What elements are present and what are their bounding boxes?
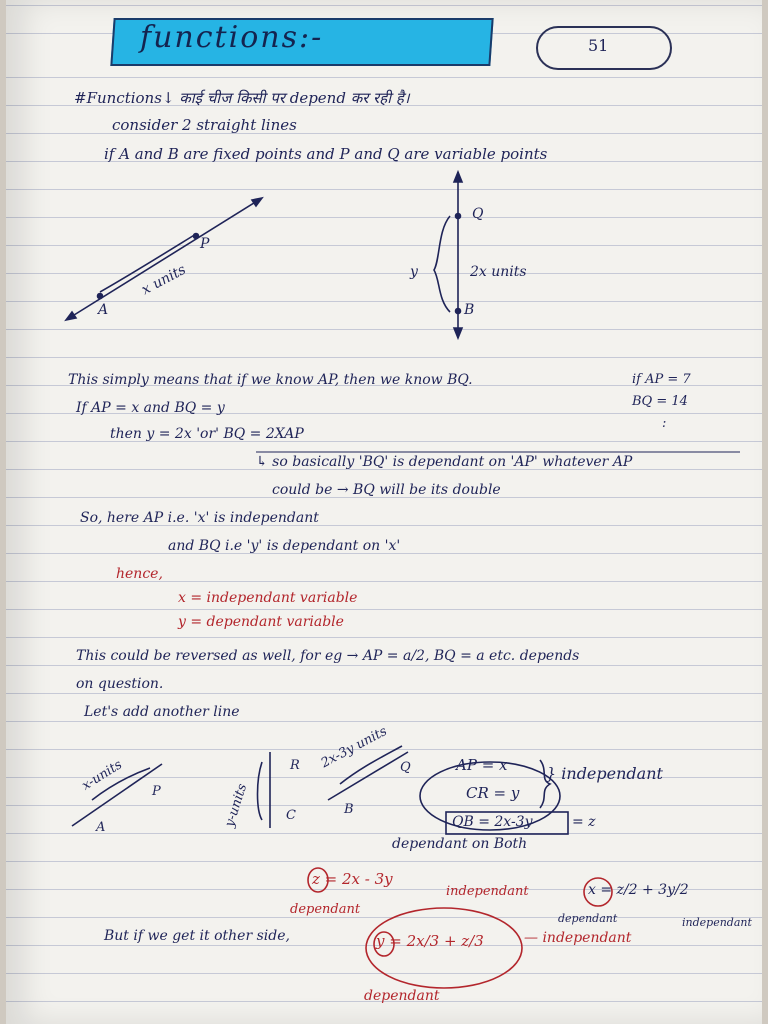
arrow-head	[454, 328, 462, 338]
label-dependant-both: dependant on Both	[392, 836, 528, 852]
eq-cr-y: CR = y	[466, 784, 520, 802]
intro-line-1: #Functions↓ काई चीज किसी पर depend कर रही है।	[74, 89, 410, 107]
label-c: C	[286, 808, 296, 823]
label-independant-y: — independant	[524, 930, 632, 946]
intro-line-2: consider 2 straight lines	[112, 116, 297, 134]
line-ap	[66, 198, 262, 320]
label-b: B	[464, 302, 475, 318]
label-x-units: x units	[139, 261, 189, 299]
page-title: functions:-	[140, 20, 324, 55]
page-number: 51	[588, 36, 609, 55]
label-p-2: P	[152, 784, 161, 799]
side-note-3: :	[662, 416, 667, 431]
point-a-dot	[98, 294, 103, 299]
explain-line-9: on question.	[76, 676, 164, 692]
eq-qb: QB = 2x-3y	[452, 814, 533, 830]
label-y: y	[410, 264, 418, 280]
label-dependant-y: dependant	[364, 988, 440, 1004]
explain-line-1: This simply means that if we know AP, then we know BQ.	[68, 372, 473, 388]
brace-y-2	[258, 762, 263, 820]
explain-line-6: So, here AP i.e. 'x' is independant	[80, 510, 319, 526]
label-dependant-x: dependant	[558, 912, 618, 925]
point-p-dot	[194, 234, 199, 239]
label-independant-group: } independant	[546, 764, 663, 783]
hence-label: hence,	[116, 566, 163, 582]
explain-line-10: Let's add another line	[84, 704, 240, 720]
label-a: A	[98, 302, 109, 318]
label-2x-3y-units: 2x-3y units	[318, 723, 390, 772]
explain-line-2: If AP = x and BQ = y	[76, 400, 225, 416]
y-variable-def: y = dependant variable	[178, 614, 344, 630]
eq-y-def: y = 2x/3 + z/3	[376, 932, 484, 950]
explain-line-8: This could be reversed as well, for eg → AP = a/2, BQ = a etc. depends	[76, 648, 580, 664]
label-p: P	[200, 236, 210, 252]
explain-line-5: could be → BQ will be its double	[272, 482, 501, 498]
label-2x-units: 2x units	[470, 264, 527, 280]
arrow-head	[454, 172, 462, 182]
label-dependant-z: dependant	[290, 902, 361, 917]
explain-line-7: and BQ i.e 'y' is dependant on 'x'	[168, 538, 401, 554]
but-text: But if we get it other side,	[104, 928, 290, 944]
label-independant-x: independant	[682, 916, 752, 929]
label-a-2: A	[96, 820, 106, 835]
label-q: Q	[472, 206, 484, 222]
label-x-units-2: x-units	[79, 757, 125, 794]
brace-y	[434, 216, 450, 312]
eq-ap-x: AP = x	[456, 756, 508, 774]
eq-x-def: x = z/2 + 3y/2	[588, 882, 689, 898]
arrow-head	[66, 312, 76, 320]
arrow-head	[252, 198, 262, 206]
label-b-2: B	[344, 802, 354, 817]
label-independant-z: independant	[446, 884, 529, 899]
eq-z: = z	[572, 814, 596, 830]
side-note-1: if AP = 7	[632, 372, 691, 387]
label-r: R	[290, 758, 300, 773]
explain-line-3: then y = 2x 'or' BQ = 2XAP	[110, 426, 304, 442]
point-b-dot	[456, 309, 461, 314]
side-note-2: BQ = 14	[632, 394, 688, 409]
x-variable-def: x = independant variable	[178, 590, 358, 606]
point-q-dot	[456, 214, 461, 219]
label-q-2: Q	[400, 760, 411, 775]
intro-line-3: if A and B are fixed points and P and Q are variable points	[104, 145, 548, 163]
explain-line-4: ↳ so basically 'BQ' is dependant on 'AP' whatever AP	[256, 454, 633, 470]
label-y-units-2: y-units	[222, 781, 251, 830]
eq-z-def: z = 2x - 3y	[312, 870, 393, 888]
